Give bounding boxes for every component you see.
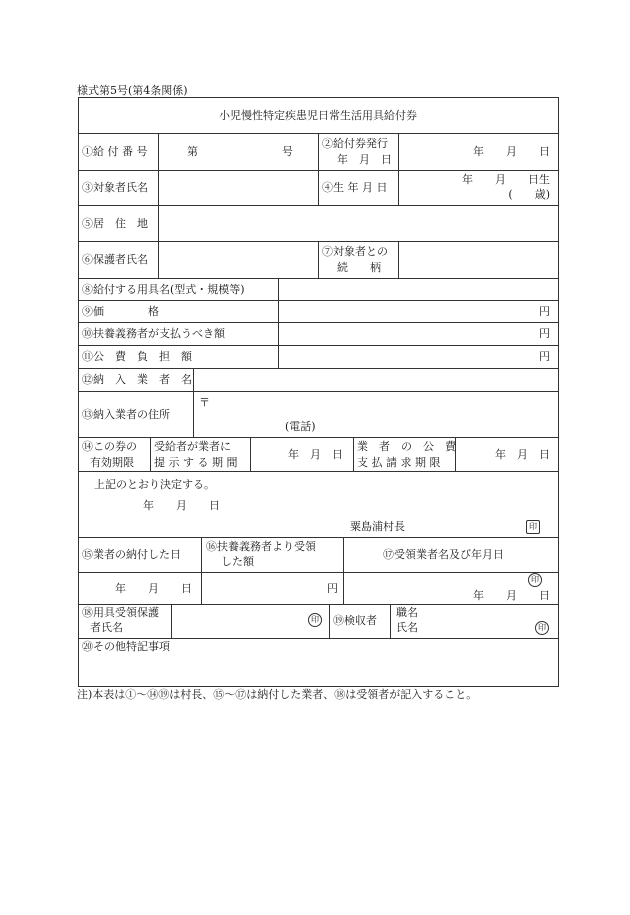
billing-deadline-label-line2: 支 払 請 求 期 限	[357, 456, 441, 469]
form-title: 小児慢性特定疾患児日常生活用具給付券	[219, 109, 417, 122]
supplier-address-label: ⑬納入業者の住所	[82, 408, 170, 421]
guardian-name-label: ⑥保護者氏名	[82, 253, 148, 266]
form-id: 様式第5号(第4条関係)	[77, 84, 188, 97]
grant-number-dai: 第	[187, 145, 198, 158]
device-recipient-label-line1: ⑱用具受領保護	[82, 606, 159, 619]
decision-date[interactable]: 年 月 日	[143, 499, 220, 512]
postal-mark: 〒	[199, 396, 210, 409]
guardian-payment-label: ⑩扶養義務者が支払うべき額	[82, 327, 225, 340]
mayor-title: 粟島浦村長	[350, 520, 405, 533]
received-amount-label-line1: ⑯扶養義務者より受領	[206, 540, 316, 553]
price-label: ⑨価 格	[82, 305, 159, 318]
birth-date-value[interactable]: 年 月 日生	[462, 173, 550, 186]
presentation-period-label-line2: 提 示 す る 期 間	[154, 456, 238, 469]
mayor-seal-icon: 印	[526, 520, 540, 534]
validity-label-line2: 有効期限	[90, 456, 134, 469]
issue-date-label-line1: ②給付券発行	[322, 137, 388, 150]
billing-deadline-label-line1: 業 者 の 公 費	[357, 440, 456, 453]
telephone-label: (電話)	[285, 420, 316, 433]
inspector-seal-icon: 印	[535, 621, 549, 635]
grant-number-label: ①給 付 番 号	[82, 145, 148, 158]
supplier-seal-icon: 印	[528, 573, 542, 587]
price-unit: 円	[539, 305, 550, 318]
issue-date-value[interactable]: 年 月 日	[473, 145, 550, 158]
presentation-period-date[interactable]: 年 月 日	[288, 448, 343, 461]
inspector-title-label: 職名	[396, 606, 418, 619]
receiving-supplier-label: ⑰受領業者名及び年月日	[383, 548, 504, 561]
inspector-name-label: 氏名	[396, 621, 418, 634]
footnote: 注)本表は①～⑭⑲は村長、⑮～⑰は納付した業者、⑱は受領者が記入すること。	[77, 688, 478, 701]
decision-statement: 上記のとおり決定する。	[94, 478, 215, 491]
presentation-period-label-line1: 受給者が業者に	[154, 440, 231, 453]
issue-date-label-line2: 年 月 日	[337, 153, 392, 166]
billing-deadline-date[interactable]: 年 月 日	[495, 448, 550, 461]
relationship-label-line2: 続 柄	[337, 261, 381, 274]
receiving-supplier-date[interactable]: 年 月 日	[473, 589, 550, 602]
grant-number-go: 号	[282, 145, 293, 158]
public-burden-unit: 円	[539, 350, 550, 363]
delivery-date-label: ⑮業者の納付した日	[82, 548, 181, 561]
received-amount-label-line2: した額	[221, 555, 254, 568]
device-name-label: ⑧給付する用具名(型式・規模等)	[82, 283, 245, 296]
age-value[interactable]: ( 歳)	[508, 188, 550, 201]
delivery-date-value[interactable]: 年 月 日	[115, 582, 192, 595]
device-recipient-label-line2: 者氏名	[90, 621, 123, 634]
birth-date-label: ④生 年 月 日	[322, 181, 388, 194]
recipient-seal-icon: 印	[308, 613, 322, 627]
validity-label-line1: ⑭この券の	[82, 440, 137, 453]
received-amount-unit: 円	[327, 582, 338, 595]
other-notes-label: ⑳その他特記事項	[82, 640, 170, 653]
relationship-label-line1: ⑦対象者との	[322, 245, 388, 258]
residence-label: ⑤居 住 地	[82, 217, 148, 230]
supplier-name-label: ⑫納 入 業 者 名	[82, 373, 192, 386]
guardian-payment-unit: 円	[539, 327, 550, 340]
public-burden-label: ⑪公 費 負 担 額	[82, 350, 192, 363]
inspector-label: ⑲検収者	[333, 614, 377, 627]
subject-name-label: ③対象者氏名	[82, 181, 148, 194]
